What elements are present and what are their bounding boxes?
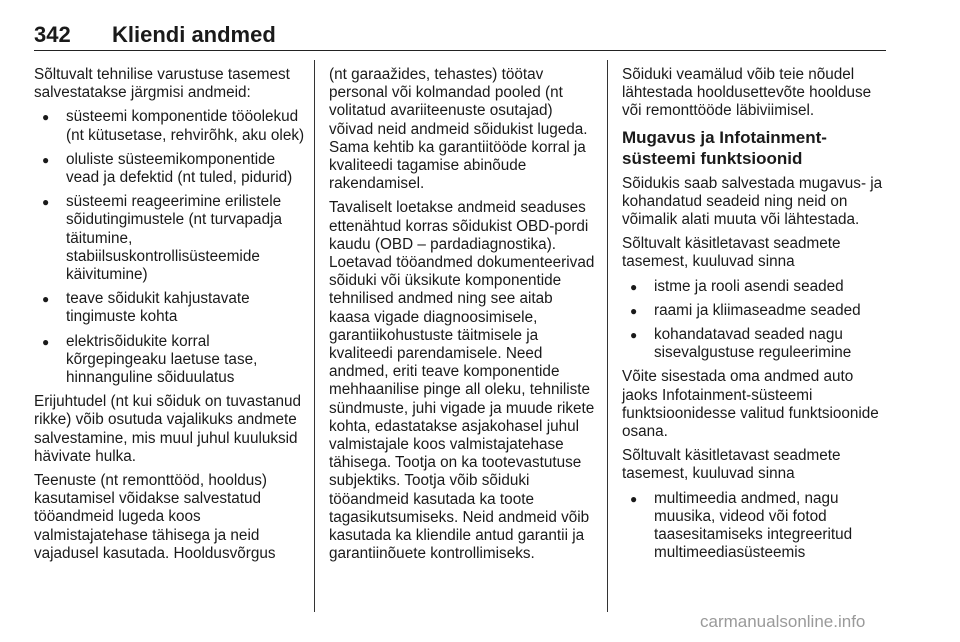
header-rule: [34, 50, 886, 51]
list-item: ● teave sõidukit kahjustavate tingimuste kohta: [34, 290, 306, 326]
page-number: 342: [34, 22, 71, 47]
column-1: [34, 66, 306, 569]
paragraph: Võite sisestada oma andmed auto jaoks Infotainment-süsteemi funktsioonidesse valitud funktsioonide osana.: [622, 368, 879, 441]
list-item: ● multimeedia andmed, nagu muusika, videod või fotod taasesitamiseks integreeritud multimeediasüsteemis: [622, 490, 890, 563]
paragraph: Erijuhtudel (nt kui sõiduk on tuvastanud rikke) võib osutuda vajalikuks andmete salvestamine, mis muul juhul kuuluksid hävivate hulka.: [34, 393, 302, 465]
list-item: ● elektrisõidukite korral kõrgepingeaku laetuse tase, hinnanguline sõiduulatus: [34, 333, 306, 388]
bullet-list: [622, 490, 890, 563]
paragraph: (nt garaažides, tehastes) töötav personal või kolmandad pooled (nt volitatud avariiteenuste osutajad) võivad neid andmeid sõidukist lugeda. Sama kehtib ka garantiitööde korral ja kvaliteedi tagamise abinõude rakendamisel.: [329, 66, 588, 193]
paragraph: Teenuste (nt remonttööd, hooldus) kasutamisel võidakse salvestatud tööandmeid lugeda koos valmistajatehase tähisega ja neid vajadusel kasutada. Hooldusvõrgus: [34, 472, 276, 562]
paragraph: Sõltuvalt käsitletavast seadmete tasemest, kuuluvad sinna: [622, 447, 841, 483]
watermark: carmanualsonline.info: [700, 612, 866, 631]
list-item: ● süsteemi komponentide tööolekud (nt kütusetase, rehvirõhk, aku olek): [34, 108, 306, 144]
bullet-list: [622, 278, 890, 363]
page-title: Kliendi andmed: [112, 22, 276, 47]
list-item: ● kohandatavad seaded nagu sisevalgustuse reguleerimine: [622, 326, 890, 362]
paragraph: Sõltuvalt käsitletavast seadmete tasemest, kuuluvad sinna: [622, 235, 841, 271]
page-header: [34, 18, 886, 52]
list-item: ● istme ja rooli asendi seaded: [622, 278, 890, 296]
paragraph: Tavaliselt loetakse andmeid seaduses ettenähtud korras sõidukist OBD-pordi kaudu (OBD – pardadiagnostika). Loetavad tööandmed dokumenteerivad sõiduki või üksikute komponentide tehnilised andmed ning see aitab kaasa vigade diagnoosimisele, garantiikohustuste täitmisele ja kvaliteedi parendamisele. Need andmed, eriti teave komponentide mehhaanilise pinge all oleku, tehniliste sündmuste, juhi vigade ja muude rikete kohta, edastatakse asjakohasel juhul valmistajale koos valmistajatehase tähisega. Tootja on ka tootevastutuse subjektiks. Tootja võib sõiduki tööandmeid kasutada ka toote tagasikutsumiseks. Neid andmeid võib kasutada ka kliendile antud garantii ja garantiinõuete kontrollimiseks.: [329, 199, 595, 563]
column-divider: [607, 60, 608, 612]
list-item: ● raami ja kliimaseadme seaded: [622, 302, 890, 320]
column-2: [329, 66, 595, 569]
section-heading: Mugavus ja Infotainment-süsteemi funktsioonid: [622, 127, 827, 168]
list-item: ● oluliste süsteemikomponentide vead ja defektid (nt tuled, pidurid): [34, 151, 306, 187]
list-item: ● süsteemi reageerimine erilistele sõidutingimustele (nt turvapadja täitumine, stabiilsuskontrollisüsteemide käivitumine): [34, 193, 306, 284]
bullet-list: [34, 108, 306, 387]
column-divider: [314, 60, 315, 612]
column-3: [622, 66, 890, 568]
paragraph: Sõltuvalt tehnilise varustuse tasemest salvestatakse järgmisi andmeid:: [34, 66, 290, 102]
paragraph: Sõidukis saab salvestada mugavus- ja kohandatud seadeid ning neid on võimalik alati muuta või lähtestada.: [622, 174, 883, 229]
paragraph: Sõiduki veamälud võib teie nõudel lähtestada hooldusettevõte hoolduse või remonttööde läbiviimisel.: [622, 66, 872, 120]
